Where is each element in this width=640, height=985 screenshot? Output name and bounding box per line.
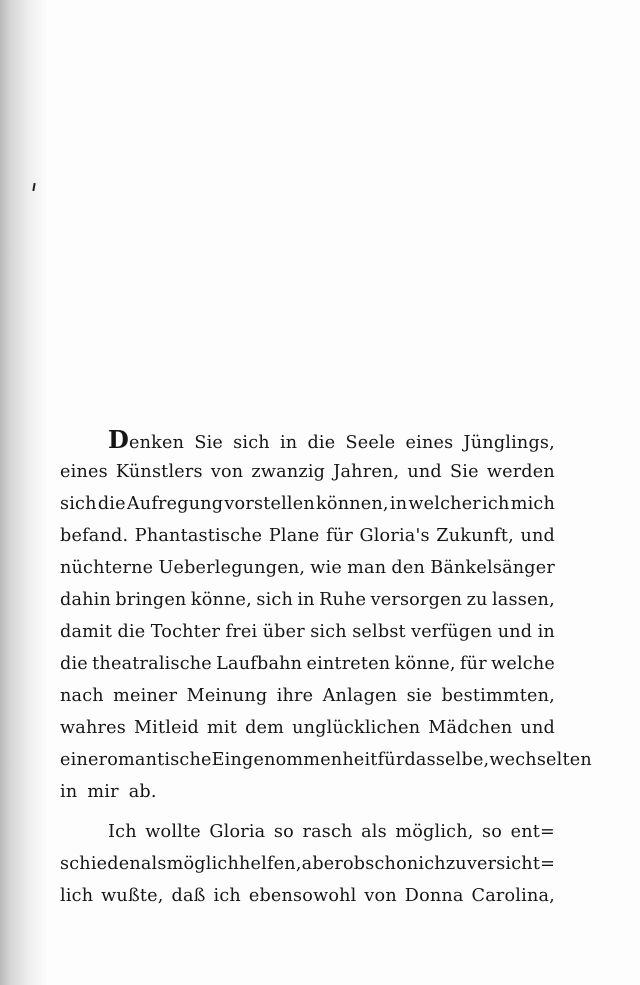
word: Carolina,	[471, 886, 555, 906]
word: Mitleid	[133, 718, 200, 738]
word: zu	[466, 590, 488, 610]
text-line	[60, 816, 555, 848]
word: ich	[213, 886, 241, 906]
word: befand.	[60, 526, 129, 546]
word: mit	[207, 718, 238, 738]
word: und	[407, 462, 442, 482]
word: sich	[256, 590, 293, 610]
word: den	[391, 558, 426, 578]
word: sie	[406, 686, 433, 706]
word: Zukunft,	[436, 526, 514, 546]
word: sich	[233, 433, 270, 453]
word: Gloria	[209, 822, 266, 842]
word: schieden	[60, 854, 141, 874]
word: zuversicht=	[445, 854, 556, 874]
word: Künstlers	[115, 462, 203, 482]
word: vorstellen	[224, 494, 315, 514]
word: damit	[60, 622, 113, 642]
word: sich	[60, 494, 97, 514]
text-line	[60, 648, 555, 680]
word: ebensowohl	[248, 886, 357, 906]
word: die	[97, 494, 126, 514]
word: Eingenommenheit	[211, 750, 378, 770]
word: man	[347, 558, 387, 578]
word: wahres	[60, 718, 126, 738]
word: so	[482, 822, 503, 842]
word: aber	[301, 854, 343, 874]
word: möglich	[166, 854, 239, 874]
word: dem	[245, 718, 285, 738]
word: von	[210, 462, 244, 482]
word: Laufbahn	[216, 654, 303, 674]
word: Tochter	[150, 622, 221, 642]
word: Donna	[404, 886, 464, 906]
word: Plane	[268, 526, 320, 546]
word: als	[140, 854, 167, 874]
word: lassen,	[491, 590, 555, 610]
word: dasselbe,	[404, 750, 490, 770]
word: in	[279, 433, 298, 453]
word: eines	[60, 462, 108, 482]
scan-edge-shadow	[0, 0, 48, 985]
word: daß	[171, 886, 206, 906]
word: Aufregung	[126, 494, 224, 514]
word: in	[60, 782, 78, 802]
text-line	[60, 552, 555, 584]
word: so	[273, 822, 294, 842]
word: wußte,	[101, 886, 164, 906]
word: obschon	[343, 854, 419, 874]
word: Seele	[345, 433, 396, 453]
word: könne,	[394, 654, 456, 674]
word: Phantastische	[134, 526, 263, 546]
word: die	[60, 654, 88, 674]
word: zwanzig	[251, 462, 326, 482]
word: die	[117, 622, 146, 642]
word: ent=	[510, 822, 555, 842]
text-line	[60, 776, 555, 808]
body-text	[60, 424, 592, 912]
text-line	[60, 488, 555, 520]
paragraph	[60, 816, 555, 912]
word: möglich,	[395, 822, 474, 842]
word: dahin	[60, 590, 112, 610]
text-line	[60, 744, 592, 776]
word: nach	[60, 686, 104, 706]
word: selbst	[352, 622, 406, 642]
word: Sie	[194, 433, 224, 453]
word: nüchterne	[60, 558, 154, 578]
word: und	[520, 526, 555, 546]
word: verfügen	[411, 622, 493, 642]
word: theatralische	[92, 654, 212, 674]
word: welche	[491, 654, 555, 674]
word: als	[361, 822, 387, 842]
word: versorgen	[370, 590, 463, 610]
word: Ruhe	[319, 590, 367, 610]
word: unglücklichen	[292, 718, 421, 738]
word: ich	[418, 854, 446, 874]
word: mich	[510, 494, 555, 514]
word: und	[520, 718, 555, 738]
word: für	[326, 526, 353, 546]
word: Sie	[450, 462, 479, 482]
word: Mädchen	[428, 718, 513, 738]
word: romantische	[98, 750, 212, 770]
word: von	[364, 886, 397, 906]
word: Meinung	[186, 686, 268, 706]
word: lich	[60, 886, 94, 906]
word: Ueberlegungen,	[158, 558, 306, 578]
word: frei	[225, 622, 258, 642]
word: bestimmten,	[441, 686, 555, 706]
text-line	[60, 880, 555, 912]
word: eine	[60, 750, 99, 770]
word: bringen	[115, 590, 187, 610]
word: wollte	[145, 822, 201, 842]
text-line	[60, 848, 555, 880]
word: eines	[405, 433, 454, 453]
word: die	[307, 433, 336, 453]
word: mir	[87, 782, 119, 802]
word: über	[262, 622, 305, 642]
word: in	[297, 590, 315, 610]
text-line	[60, 680, 555, 712]
word: Bänkelsänger	[430, 558, 555, 578]
text-line	[60, 456, 555, 488]
word: und	[497, 622, 533, 642]
word: Jahren,	[333, 462, 400, 482]
word: in	[537, 622, 555, 642]
drop-cap: D	[108, 425, 130, 454]
word	[108, 424, 184, 459]
word: ihre	[276, 686, 314, 706]
word: können,	[316, 494, 389, 514]
text-line	[60, 616, 555, 648]
word: sich	[310, 622, 347, 642]
word: rasch	[302, 822, 353, 842]
word: eintreten	[306, 654, 391, 674]
word: für	[377, 750, 405, 770]
word: werden	[486, 462, 555, 482]
word: welcher	[408, 494, 481, 514]
text-line	[60, 712, 555, 744]
text-line	[60, 584, 555, 616]
text-line	[60, 424, 555, 456]
word: für	[459, 654, 487, 674]
word: ab.	[128, 782, 157, 802]
word: Ich	[108, 822, 137, 842]
word: in	[389, 494, 408, 514]
word: helfen,	[239, 854, 302, 874]
word: wechselten	[489, 750, 592, 770]
word: Gloria's	[359, 526, 430, 546]
paragraph	[60, 424, 592, 808]
text-line	[60, 520, 555, 552]
word-remainder: enken	[129, 433, 185, 453]
word: wie	[310, 558, 342, 578]
word: ich	[482, 494, 510, 514]
word: Anlagen	[322, 686, 398, 706]
word: meiner	[113, 686, 178, 706]
word: könne,	[190, 590, 252, 610]
word: Jünglings,	[463, 433, 555, 453]
